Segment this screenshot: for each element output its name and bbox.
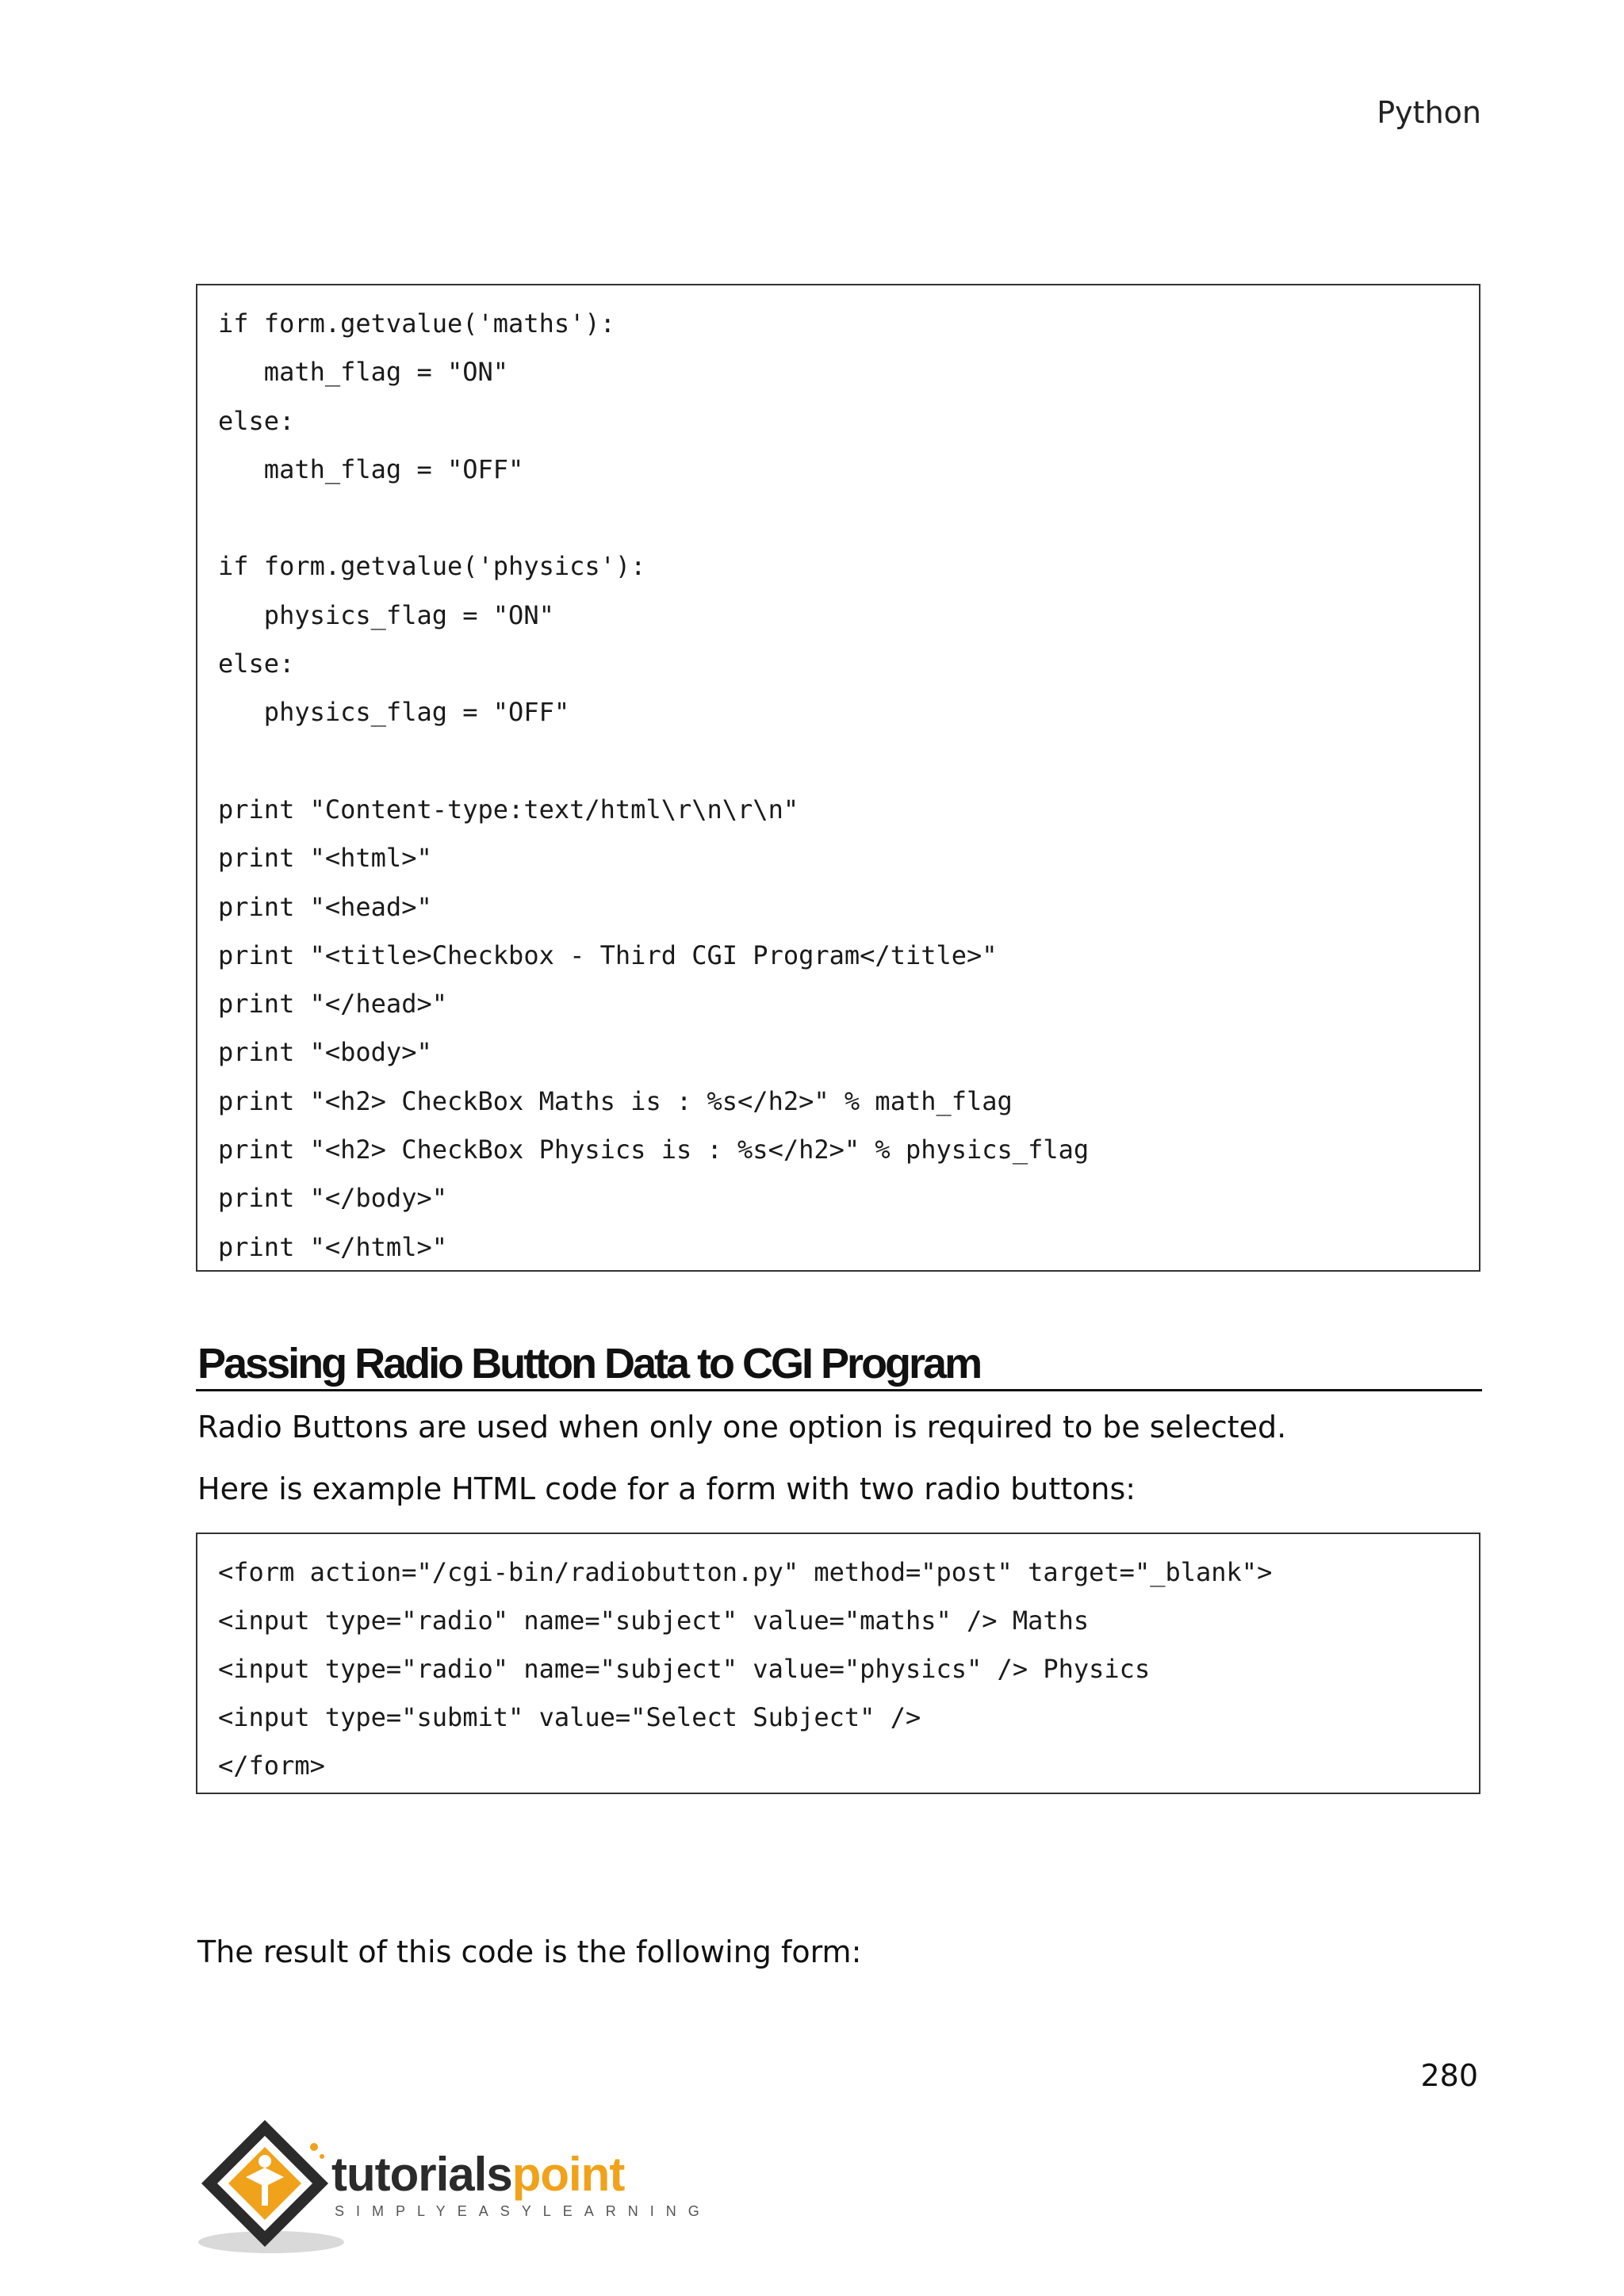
tutorialspoint-logo-icon bbox=[195, 2115, 354, 2258]
logo-word-part-1: tutorials bbox=[331, 2148, 512, 2201]
code-line bbox=[218, 494, 1458, 542]
code-line: else: bbox=[218, 649, 295, 679]
code-line: print "Content-type:text/html\r\n\r\n" bbox=[218, 794, 799, 825]
code-line: <input type="radio" name="subject" value="physics" /> Physics bbox=[218, 1654, 1151, 1684]
code-line: physics_flag = "ON" bbox=[218, 599, 554, 630]
code-line: <form action="/cgi-bin/radiobutton.py" method="post" target="_blank"> bbox=[218, 1557, 1273, 1587]
code-line: physics_flag = "OFF" bbox=[218, 697, 570, 728]
logo-tagline: SIMPLYEASYLEARNING bbox=[335, 2203, 711, 2219]
code-line: print "<h2> CheckBox Maths is : %s</h2>" % math_flag bbox=[218, 1085, 1013, 1116]
code-block-html-radio-form bbox=[196, 1533, 1480, 1794]
logo-word-part-2: point bbox=[511, 2148, 625, 2201]
code-line: print "<html>" bbox=[218, 843, 432, 874]
heading-underline bbox=[196, 1389, 1482, 1391]
code-line bbox=[218, 737, 1458, 786]
section-heading: Passing Radio Button Data to CGI Program bbox=[197, 1340, 981, 1387]
code-line: print "<title>Checkbox - Third CGI Program</title>" bbox=[218, 939, 998, 970]
paragraph-result-intro: The result of this code is the following form: bbox=[197, 1934, 862, 1969]
code-line: math_flag = "OFF" bbox=[218, 453, 524, 484]
code-line: <input type="submit" value="Select Subject" /> bbox=[218, 1702, 921, 1732]
tutorialspoint-logo bbox=[195, 2115, 711, 2258]
code-line: print "<head>" bbox=[218, 891, 432, 922]
code-line: print "<body>" bbox=[218, 1037, 432, 1068]
code-block-python-checkbox bbox=[196, 284, 1480, 1272]
paragraph-radio-intro: Radio Buttons are used when only one option is required to be selected. bbox=[197, 1410, 1287, 1445]
code-line: else: bbox=[218, 405, 295, 436]
code-line: print "</html>" bbox=[218, 1231, 447, 1262]
code-line: print "</head>" bbox=[218, 989, 447, 1020]
code-line: <input type="radio" name="subject" value="maths" /> Maths bbox=[218, 1605, 1090, 1636]
code-line: </form> bbox=[218, 1751, 325, 1781]
logo-wordmark bbox=[331, 2147, 624, 2202]
code-line: if form.getvalue('physics'): bbox=[218, 551, 646, 582]
code-line: if form.getvalue('maths'): bbox=[218, 308, 615, 339]
code-line: print "<h2> CheckBox Physics is : %s</h2>" % physics_flag bbox=[218, 1135, 1090, 1165]
paragraph-example-intro: Here is example HTML code for a form with two radio buttons: bbox=[197, 1471, 1136, 1506]
running-header-title: Python bbox=[1377, 95, 1481, 130]
code-line: print "</body>" bbox=[218, 1183, 447, 1214]
page-number: 280 bbox=[1420, 2058, 1478, 2093]
code-line: math_flag = "ON" bbox=[218, 357, 509, 388]
